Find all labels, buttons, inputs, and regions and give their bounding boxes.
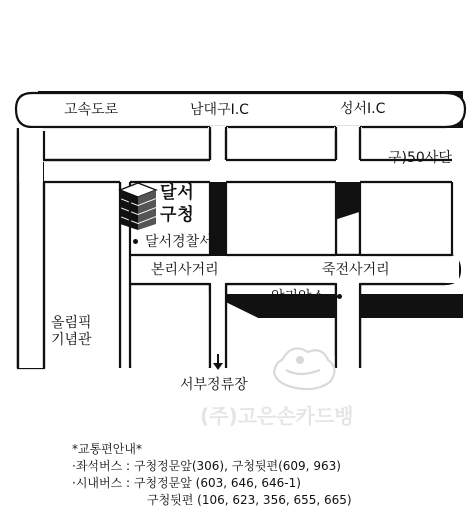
olympic-hall-label-line1: 올림픽 [51,315,92,331]
transit-title: *교통편안내* [72,442,142,456]
district-office-building-icon [120,183,156,230]
aliang-marker-dot [337,294,342,299]
bus-terminal-label: 서부정류장 [180,377,248,393]
city-bus-row-2 [72,492,352,509]
police-marker-dot [133,239,138,244]
watermark-text: (주)고은손카드뱅 [200,404,354,428]
nambu-ic-label: 남대구I.C [190,102,249,118]
city-bus-line1: 구청정문앞 (603, 646, 646-1) [133,476,301,490]
transit-info [72,441,352,509]
police-station-label: 달서경찰서 [145,234,213,250]
seat-bus-row [72,458,352,475]
bonri-intersection-label: 본리사거리 [151,262,219,278]
city-bus-row [72,475,352,492]
seongseo-ic-label: 성서I.C [340,101,386,117]
junction-50-label: 구)50사단 [388,150,452,166]
city-bus-line2: 구청뒷편 (106, 623, 356, 655, 665) [147,493,352,507]
expressway-label: 고속도로 [64,102,119,118]
seat-bus-label: ·좌석버스 : [72,459,131,473]
seat-bus-text: 구청정문앞(306), 구청뒷편(609, 963) [133,459,341,473]
district-office-label-line1: 달서 [160,183,195,203]
aliang-label: 알리앙스 [271,289,326,305]
jukjeon-intersection-label: 죽전사거리 [322,262,390,278]
city-bus-label: ·시내버스 : [72,476,131,490]
district-office-label-line2: 구청 [160,205,195,225]
olympic-hall-label-line2: 기념관 [51,332,92,348]
